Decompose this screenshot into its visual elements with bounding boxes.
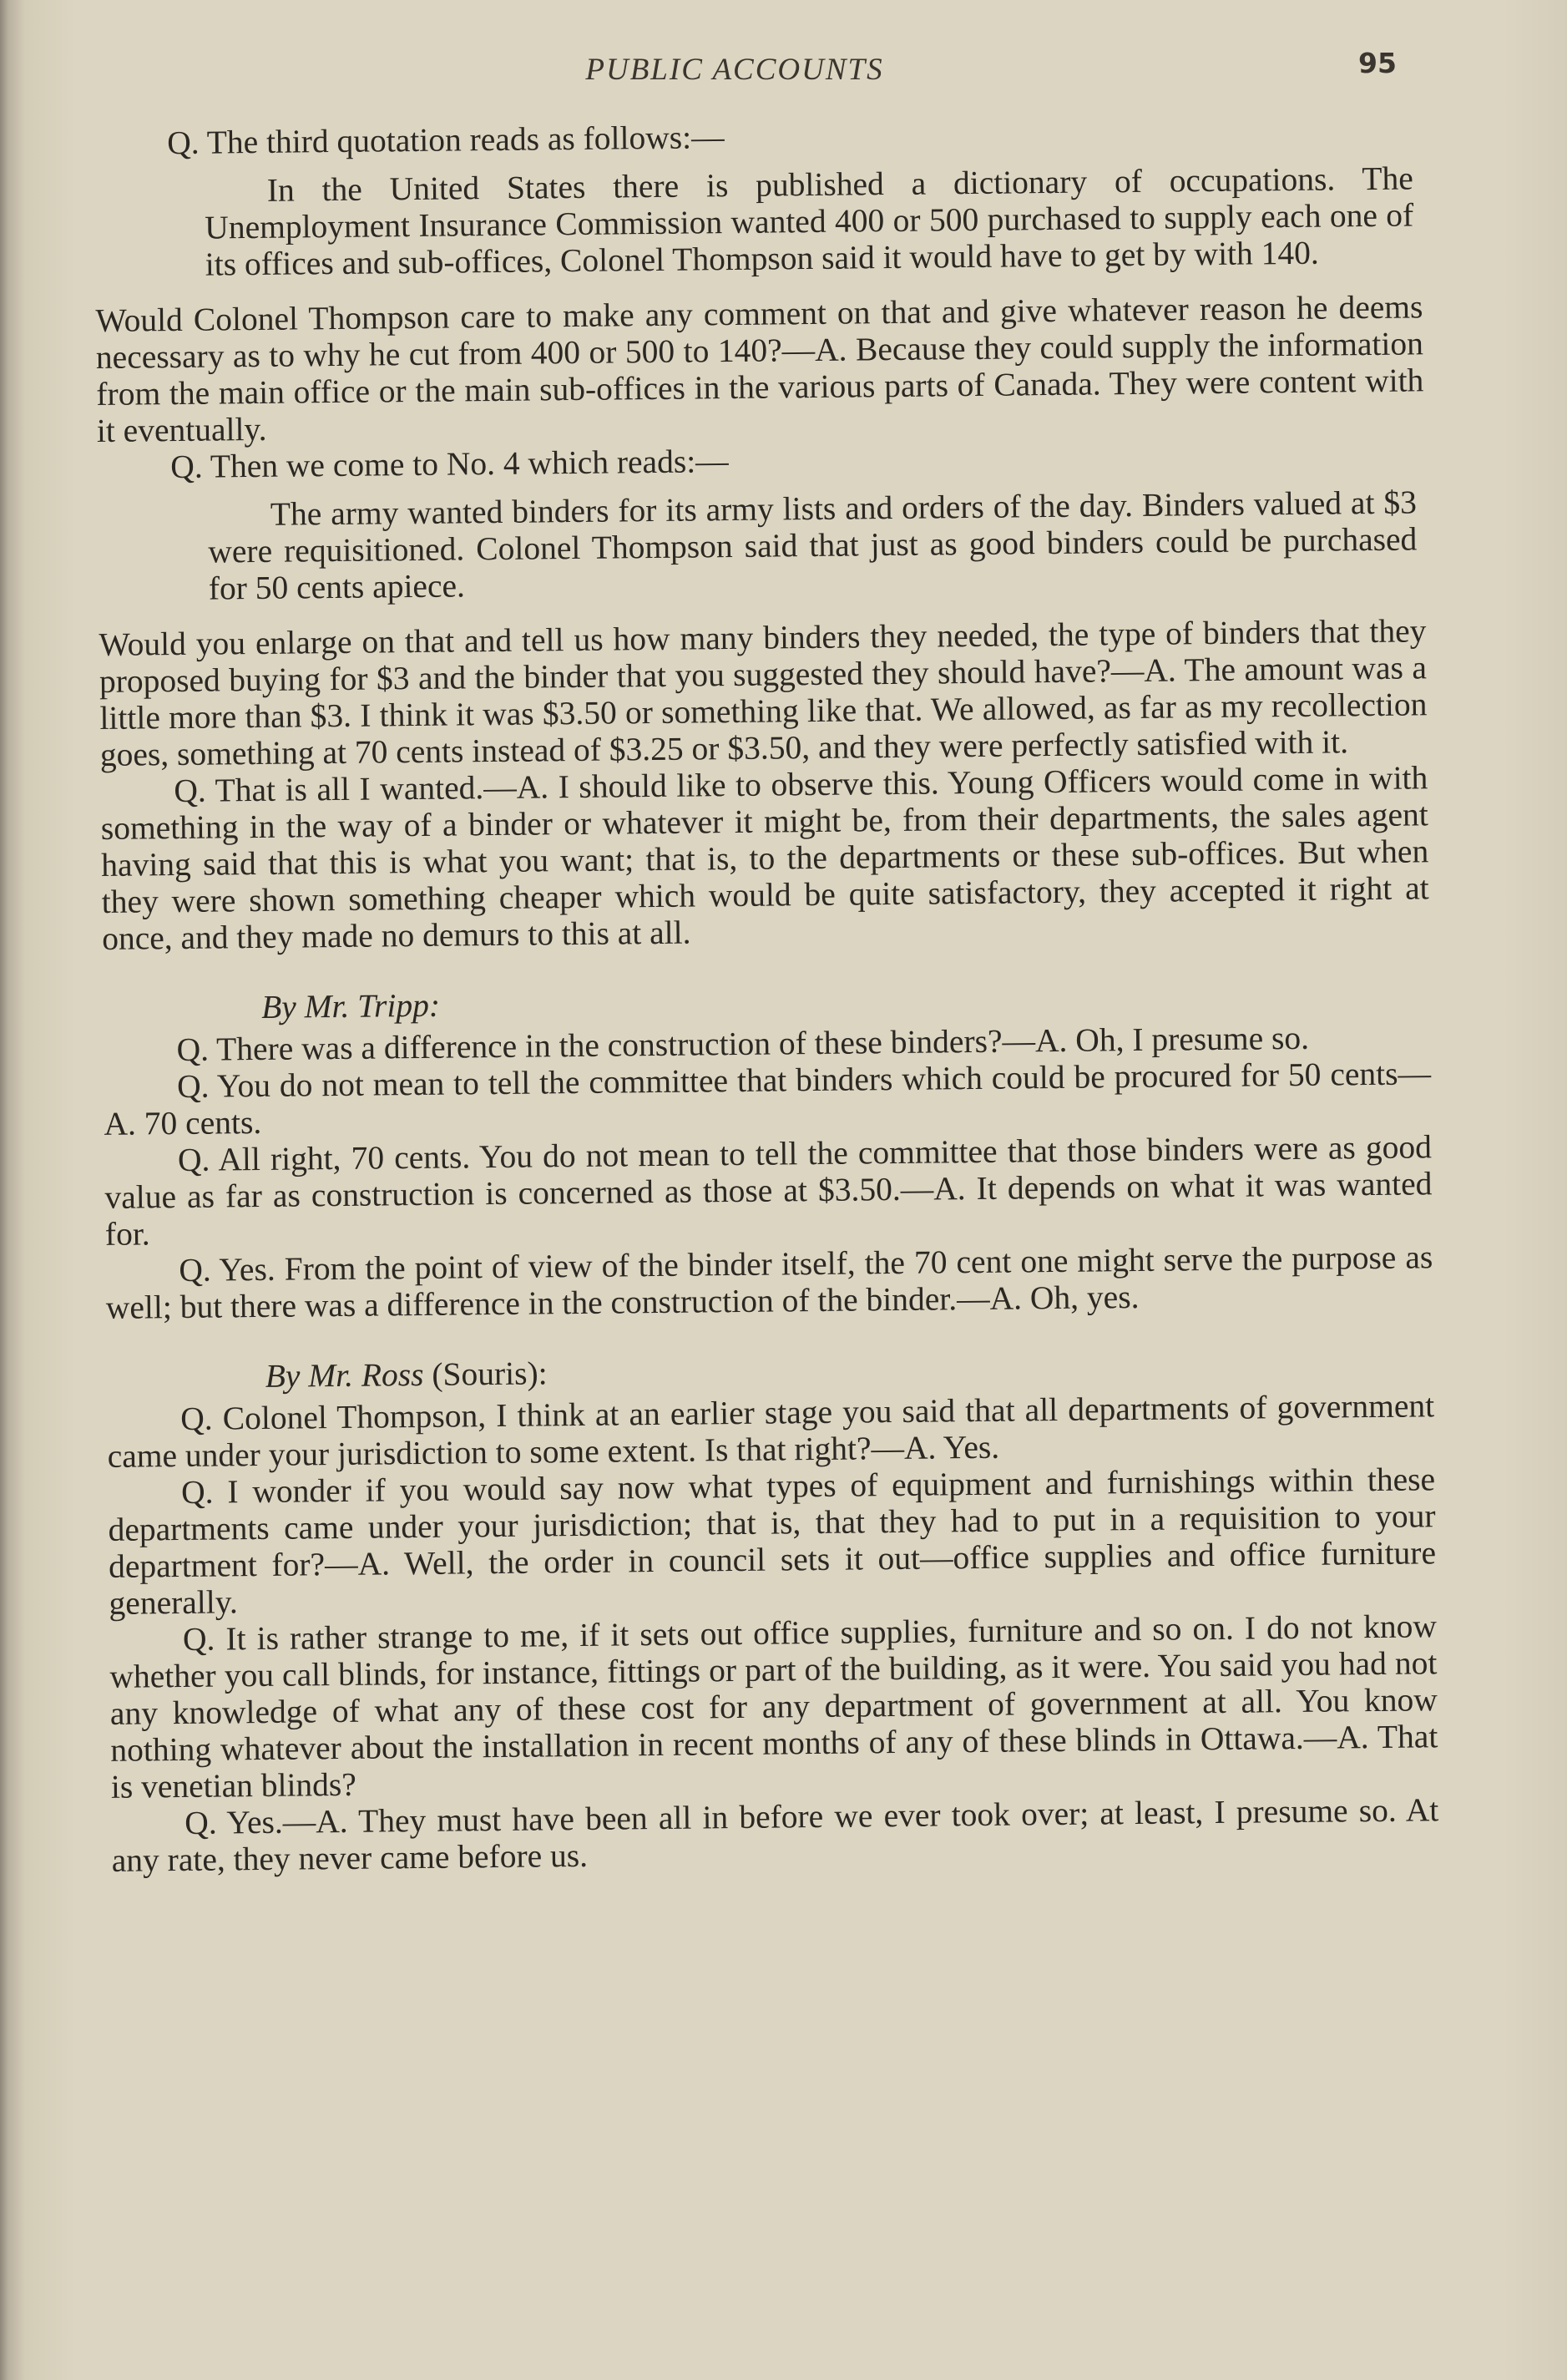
testimony-paragraph: Q. It is rather strange to me, if it sets out office supplies, furniture and so on. I do not know whether you call blinds, for instance, fittings or part of the building, as it were. You said you had not any knowledge of what any of these cost for any department of government at all. You know nothing whatever about the installation in recent months of any of these blinds in Ottawa.—A. That is venetian blinds? (109, 1608, 1438, 1805)
testimony-paragraph: Q. You do not mean to tell the committee that binders which could be procured for 50 cents—A. 70 cents. (104, 1055, 1432, 1142)
quotation-dictionary (205, 160, 1414, 282)
page-body (94, 111, 1439, 1879)
question-third-quotation: Q. The third quotation reads as follows:— (166, 119, 725, 162)
testimony-paragraph: Q. Yes.—A. They must have been all in before we ever took over; at least, I presume so. At any rate, they never came before us. (111, 1791, 1439, 1879)
speaker-name: By Mr. Ross (265, 1355, 424, 1395)
testimony-paragraph: Q. Yes. From the point of view of the binder itself, the 70 cent one might serve the purpose as well; but there was a difference in the construction of the binder.—A. Oh, yes. (105, 1238, 1433, 1326)
quotation-binders (208, 484, 1418, 606)
testimony-paragraph: Q. All right, 70 cents. You do not mean to tell the committee that those binders were as good value as far as construction is concerned as those at $3.50.—A. It depends on what it was wanted for. (104, 1128, 1433, 1253)
question-no-4: Q. Then we come to No. 4 which reads:— (170, 443, 729, 486)
quotation-text: The army wanted binders for its army lists and orders of the day. Binders valued at $3 were requisitioned. Colonel Thompson said that just as good binders could be purchased for 50 cents apiece. (208, 484, 1418, 607)
testimony-paragraph: Q. Colonel Thompson, I think at an earlier stage you said that all departments of government came under your jurisdiction to some extent. Is that right?—A. Yes. (107, 1387, 1435, 1475)
page-number: 95 (1358, 47, 1397, 79)
testimony-paragraph: Q. I wonder if you would say now what types of equipment and furnishings within these departments came under your jurisdiction; that is, that they had to put in a requisition to your department for?—A. Well, the order in council sets it out—office supplies and office furniture generally. (108, 1461, 1437, 1622)
speaker-name: By Mr. Tripp: (260, 986, 441, 1025)
running-title: PUBLIC ACCOUNTS (585, 53, 884, 87)
testimony-paragraph: Q. There was a difference in the construction of these binders?—A. Oh, I presume so. (176, 1019, 1310, 1069)
testimony-paragraph: Would you enlarge on that and tell us how many binders they needed, the type of binders that they proposed buying for $3 and the binder that you suggested they should have?—A. The amount was a little more than $3. I think it was $3.50 or something like that. We allowed, as far as my recollection goes, something at 70 cents instead of $3.25 or $3.50, and they were perfectly satisfied with it. (99, 612, 1428, 773)
testimony-paragraph: Q. That is all I wanted.—A. I should like to observe this. Young Officers would come in with something in the way of a binder or whatever it might be, from their departments, the sales agent having said that this is what you want; that is, to the departments or these sub-offices. But when they were shown something cheaper which would be quite satisfactory, they accepted it right at once, and they made no demurs to this at all. (100, 759, 1429, 957)
quotation-text: In the United States there is published a dictionary of occupations. The Unemployment Insurance Commission wanted 400 or 500 purchased to supply each one of its offices and sub-offices, Colonel Thompson said it would have to get by with 140. (205, 160, 1414, 283)
speaker-riding: (Souris): (432, 1355, 548, 1393)
testimony-paragraph: Would Colonel Thompson care to make any comment on that and give whatever reason he deems necessary as to why he cut from 400 or 500 to 140?—A. Because they could supply the information from the main office or the main sub-offices in the various parts of Canada. They were content with it eventually. (95, 288, 1424, 449)
